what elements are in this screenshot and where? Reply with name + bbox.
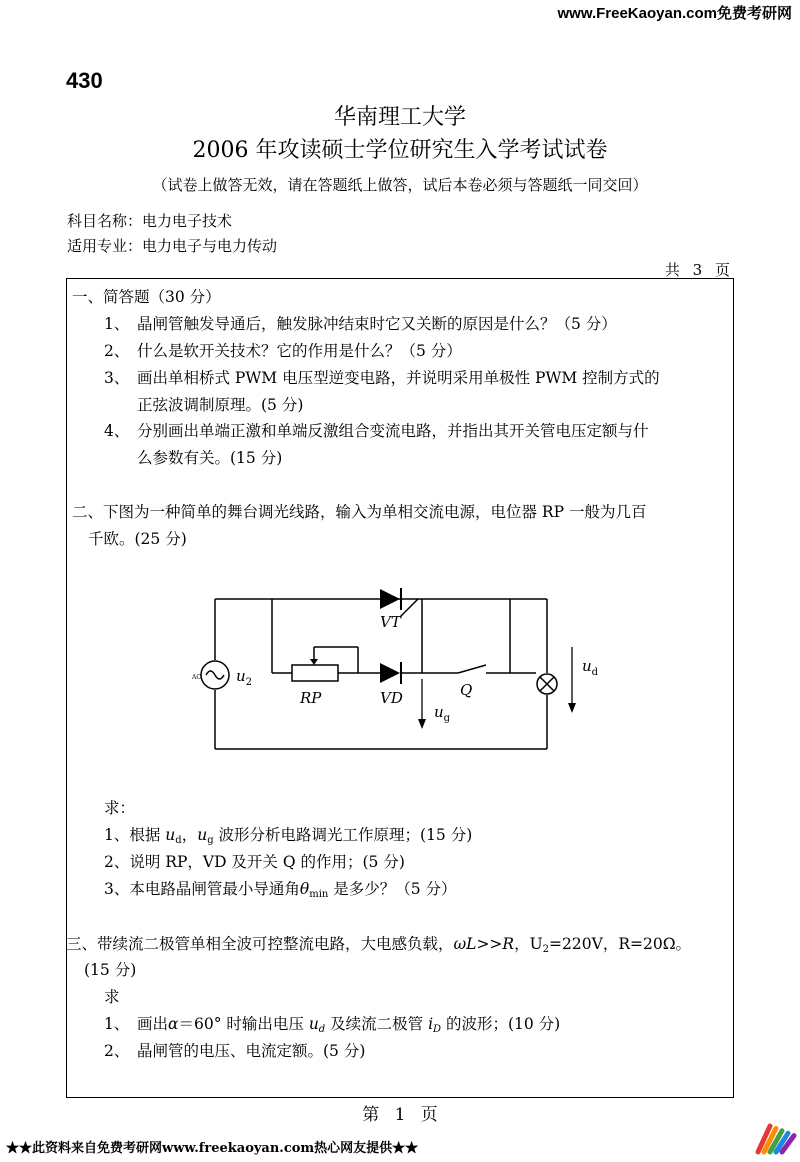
- source-label: $u_2$: [236, 667, 253, 688]
- footer-note: ★★此资料来自免费考研网www.freekaoyan.com热心网友提供★★: [6, 1141, 419, 1156]
- q1-item-1: [104, 312, 617, 334]
- subject-name: 科目名称：电力电子技术: [67, 212, 233, 230]
- q3-item-1: 1、 画出α＝60° 时输出电压 $u_d$ 及续流二极管 $i_D$ 的波形；(10 分): [104, 1015, 561, 1035]
- q1-item-2: [104, 339, 462, 361]
- q1-item-num: 1、: [104, 315, 130, 333]
- q3-ask: 求: [104, 988, 120, 1006]
- q3-line-2: (15 分): [84, 961, 137, 979]
- vd-label: VD: [380, 689, 403, 707]
- site-logo-icon: [752, 1118, 792, 1158]
- q1-item-num: 2、: [104, 342, 130, 360]
- q3-item-2: 2、 晶闸管的电压、电流定额。(5 分): [104, 1042, 366, 1060]
- rp-arrow: [310, 659, 318, 665]
- q2-item-1: 1、根据 $u_d$，$u_g$ 波形分析电路调光工作原理；(15 分): [104, 826, 473, 846]
- ud-arrow-head: [568, 703, 576, 713]
- vd-diode: [380, 663, 400, 683]
- vt-thyristor: [380, 589, 400, 609]
- vt-gate-lead: [400, 599, 418, 617]
- ac-mark: AC: [192, 674, 201, 681]
- q1-item-3-cont: [104, 393, 303, 415]
- q-label: Q: [460, 681, 473, 699]
- ac-wave-icon: [206, 671, 224, 679]
- q2-item-3: 3、本电路晶闸管最小导通角$\theta_{min}$ 是多少？（5 分）: [104, 880, 457, 900]
- q1-item-text: 晶闸管触发导通后，触发脉冲结束时它又关断的原因是什么？（5 分）: [137, 315, 617, 333]
- q1-heading: 一、简答题（30 分）: [72, 288, 221, 306]
- q3-line-1: 三、带续流二极管单相全波可控整流电路，大电感负载，ωL>>R，$U_2=220V$，R=20Ω。: [66, 935, 692, 955]
- switch-q-blade: [458, 665, 486, 673]
- q1-item-text: 什么是软开关技术？它的作用是什么？（5 分）: [137, 342, 462, 360]
- rp-resistor: [292, 665, 338, 681]
- dimmer-circuit-diagram: [190, 575, 599, 760]
- q2-line-2: 千欧。(25 分): [88, 530, 187, 548]
- page-number: 第 1 页: [362, 1105, 438, 1125]
- ug-arrow-head: [418, 719, 426, 729]
- applicable-major: 适用专业：电力电子与电力传动: [67, 237, 278, 255]
- q1-item-text: 正弦波调制原理。(5 分): [137, 396, 304, 414]
- exam-title: 2006 年攻读硕士学位研究生入学考试试卷: [192, 138, 608, 163]
- vt-label: VT: [380, 613, 401, 631]
- q1-item-num: 3、: [104, 369, 130, 387]
- q1-item-text: 画出单相桥式 PWM 电压型逆变电路，并说明采用单极性 PWM 控制方式的: [137, 369, 660, 387]
- q1-item-text: 么参数有关。(15 分): [137, 449, 283, 467]
- q2-line-1: 二、下图为一种简单的舞台调光线路，输入为单相交流电源，电位器 RP 一般为几百: [72, 503, 647, 521]
- rp-label: RP: [300, 689, 322, 707]
- q1-item-3: [104, 366, 660, 388]
- site-url[interactable]: www.FreeKaoyan.com免费考研网: [557, 5, 792, 22]
- q1-item-4: [104, 419, 649, 441]
- university-name: 华南理工大学: [333, 105, 466, 130]
- exam-code: 430: [66, 68, 103, 93]
- q1-item-4-cont: [104, 446, 282, 468]
- exam-note: （试卷上做答无效，请在答题纸上做答，试后本卷必须与答题纸一同交回）: [152, 176, 648, 194]
- q2-ask: 求：: [104, 799, 136, 817]
- page-count: 共 3 页: [664, 261, 730, 279]
- q1-item-num: 4、: [104, 422, 130, 440]
- q2-item-2: 2、说明 RP，VD 及开关 Q 的作用；(5 分): [104, 853, 405, 871]
- q1-item-text: 分别画出单端正激和单端反激组合变流电路，并指出其开关管电压定额与什: [137, 422, 649, 440]
- ug-label: $u_g$: [434, 703, 451, 724]
- ud-label: $u_d$: [582, 657, 599, 678]
